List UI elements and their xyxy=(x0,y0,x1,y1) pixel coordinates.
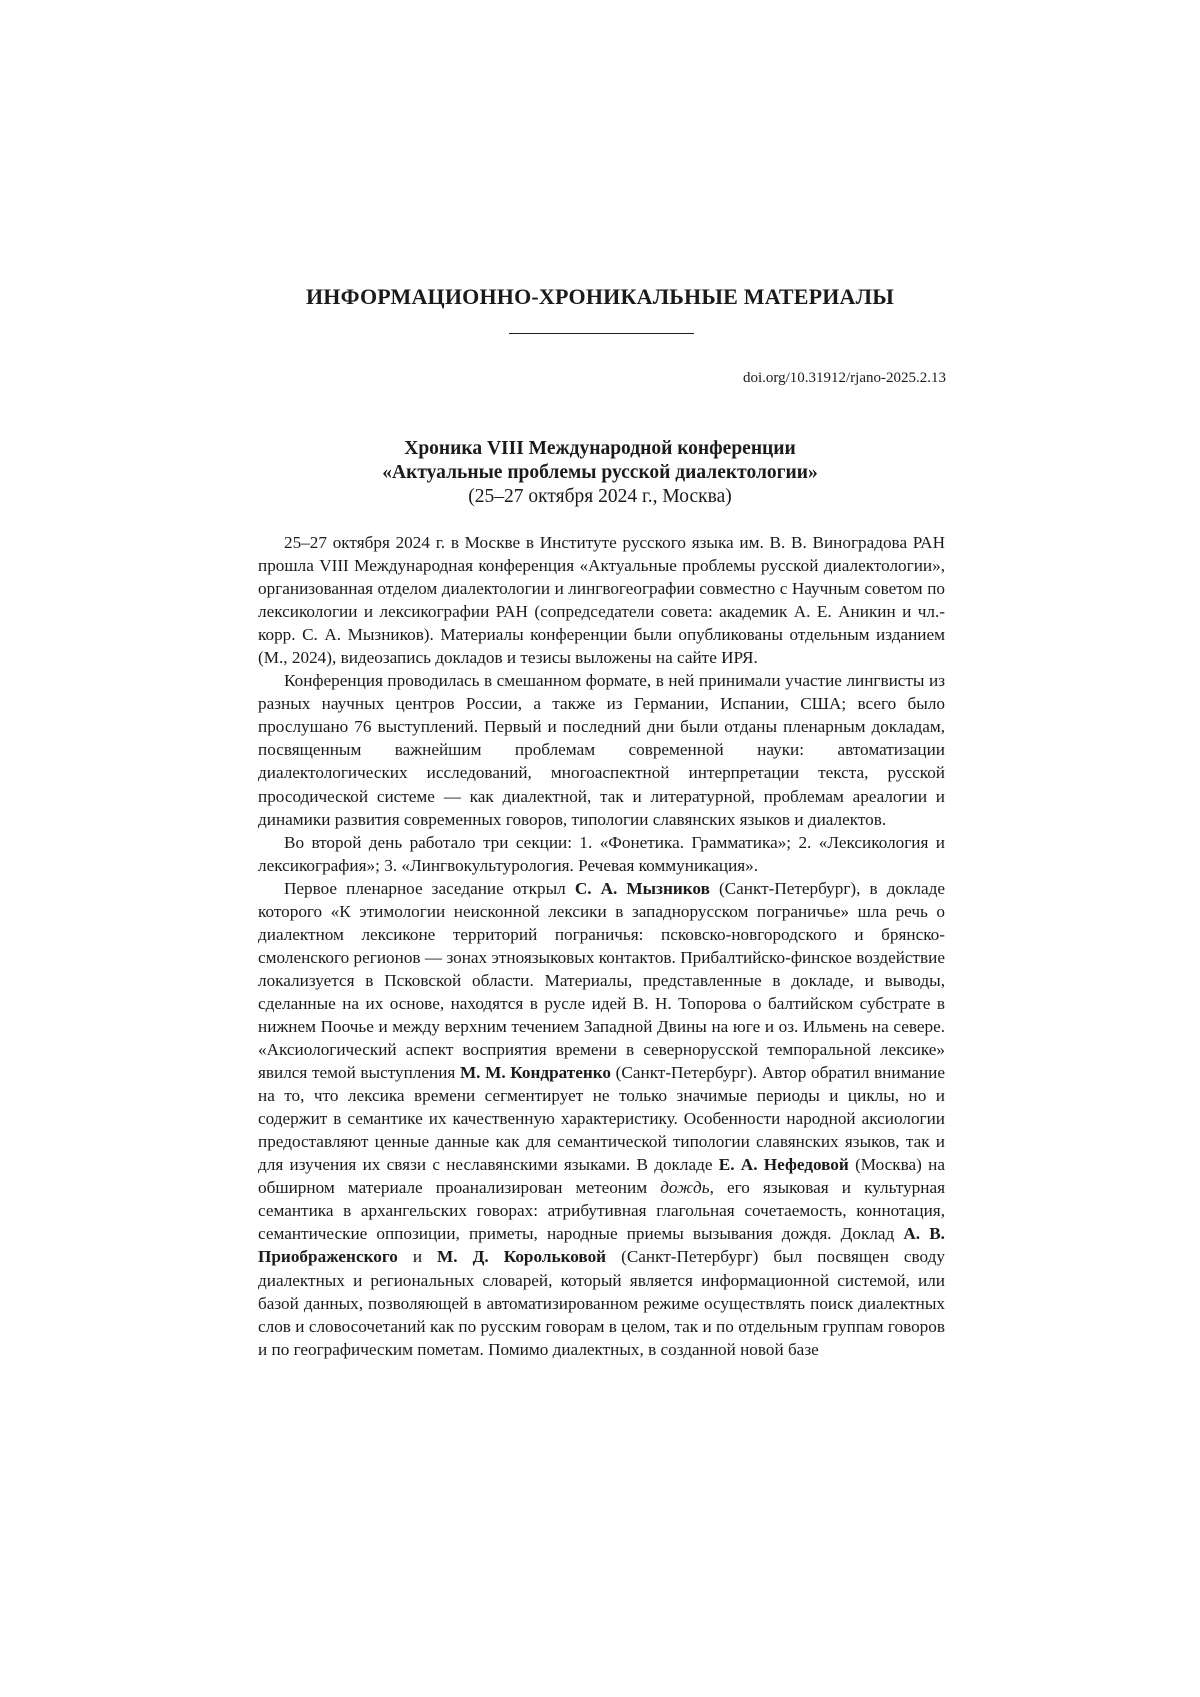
author-nefedova: Е. А. Нефедовой xyxy=(718,1155,849,1175)
p4-text-3: (Санкт-Петербург). Автор обратил внимание на то, что лексика времени сегментирует не только значимые периоды и циклы, но и содержит в семантике их качественную характеристику. Особенности народной аксиологии предоставляют ценные данные как для семантической типологии славянских языков, так и для изучения их связи с неславянскими языками. В докладе xyxy=(258,1063,945,1175)
author-kondratenko: М. М. Кондратенко xyxy=(459,1063,612,1083)
paragraph-4 xyxy=(258,877,945,1361)
paragraph-2: Конференция проводилась в смешанном формате, в ней принимали участие лингвисты из разных научных центров России, а также из Германии, Испании, США; всего было прослушано 76 выступлений. Первый и последний дни были отданы пленарным докладам, посвященным важнейшим проблемам современной науки: автоматизации диалектологических исследований, многоаспектной интерпретации текста, русской просодической системе — как диалектной, так и литературной, проблемам ареалогии и динамики развития современных говоров, типологии славянских языков и диалектов. xyxy=(258,671,945,829)
doi-link[interactable]: doi.org/10.31912/rjano-2025.2.13 xyxy=(742,370,946,386)
p4-text-1: Первое пленарное заседание открыл xyxy=(284,878,575,898)
author-priobrazhensky: А. В. Приображенского xyxy=(258,1224,945,1267)
author-myznikov: С. А. Мызников xyxy=(574,878,710,898)
term-dozhd: дождь xyxy=(660,1178,710,1198)
heading-line-3: (25–27 октября 2024 г., Москва) xyxy=(468,486,732,507)
section-title: ИНФОРМАЦИОННО-ХРОНИКАЛЬНЫЕ МАТЕРИАЛЫ xyxy=(305,284,895,309)
p4-text-7: (Санкт-Петербург) был посвящен своду диалектных и региональных словарей, который является информационной системой, или базой данных, позволяющей в автоматизированном режиме осуществлять поиск диалектных слов и словосочетаний как по русским говорам в целом, так и по отдельным группам говоров и по географическим пометам. Помимо диалектных, в созданной новой базе xyxy=(258,1247,945,1359)
author-korolkova: М. Д. Корольковой xyxy=(437,1247,607,1267)
article-body xyxy=(258,531,945,1361)
paragraph-3: Во второй день работало три секции: 1. «Фонетика. Грамматика»; 2. «Лексикология и лексикография»; 3. «Лингвокультурология. Речевая коммуникация». xyxy=(258,832,945,875)
p4-text-5: , его языковая и культурная семантика в архангельских говорах: атрибутивная глагольная сочетаемость, коннотация, семантические оппозиции, приметы, народные приемы вызывания дождя. Доклад xyxy=(258,1178,945,1244)
p4-text-4: (Москва) на обширном материале проанализирован метеоним xyxy=(258,1155,945,1198)
p4-text-2: (Санкт-Петербург), в докладе которого «К этимологии неисконной лексики в западнорусском пограничье» шла речь о диалектном лексиконе территорий пограничья: псковско-новгородского и брянско-смоленского регионов — зонах этноязыковых контактов. Прибалтийско-финское воздействие локализуется в Псковской области. Материалы, представленные в докладе, и выводы, сделанные на их основе, находятся в русле идей В. Н. Топорова о балтийском субстрате в нижнем Поочье и между верхним течением Западной Двины на юге и оз. Ильмень на севере. «Аксиологический аспект восприятия времени в севернорусской темпоральной лексике» явился темой выступления xyxy=(258,878,945,1083)
heading-line-1: Хроника VIII Международной конференции xyxy=(404,438,796,459)
heading-line-2: «Актуальные проблемы русской диалектологии» xyxy=(382,462,818,483)
title-underline xyxy=(509,333,694,334)
article-heading xyxy=(0,437,1200,509)
p4-text-6: и xyxy=(397,1247,438,1267)
paragraph-1: 25–27 октября 2024 г. в Москве в Институте русского языка им. В. В. Виноградова РАН прошла VIII Международная конференция «Актуальные проблемы русской диалектологии», организованная отделом диалектологии и лингвогеографии совместно с Научным советом по лексикологии и лексикографии РАН (сопредседатели совета: академик А. Е. Аникин и чл.-корр. С. А. Мызников). Материалы конференции были опубликованы отдельным изданием (М., 2024), видеозапись докладов и тезисы выложены на сайте ИРЯ. xyxy=(258,533,945,668)
